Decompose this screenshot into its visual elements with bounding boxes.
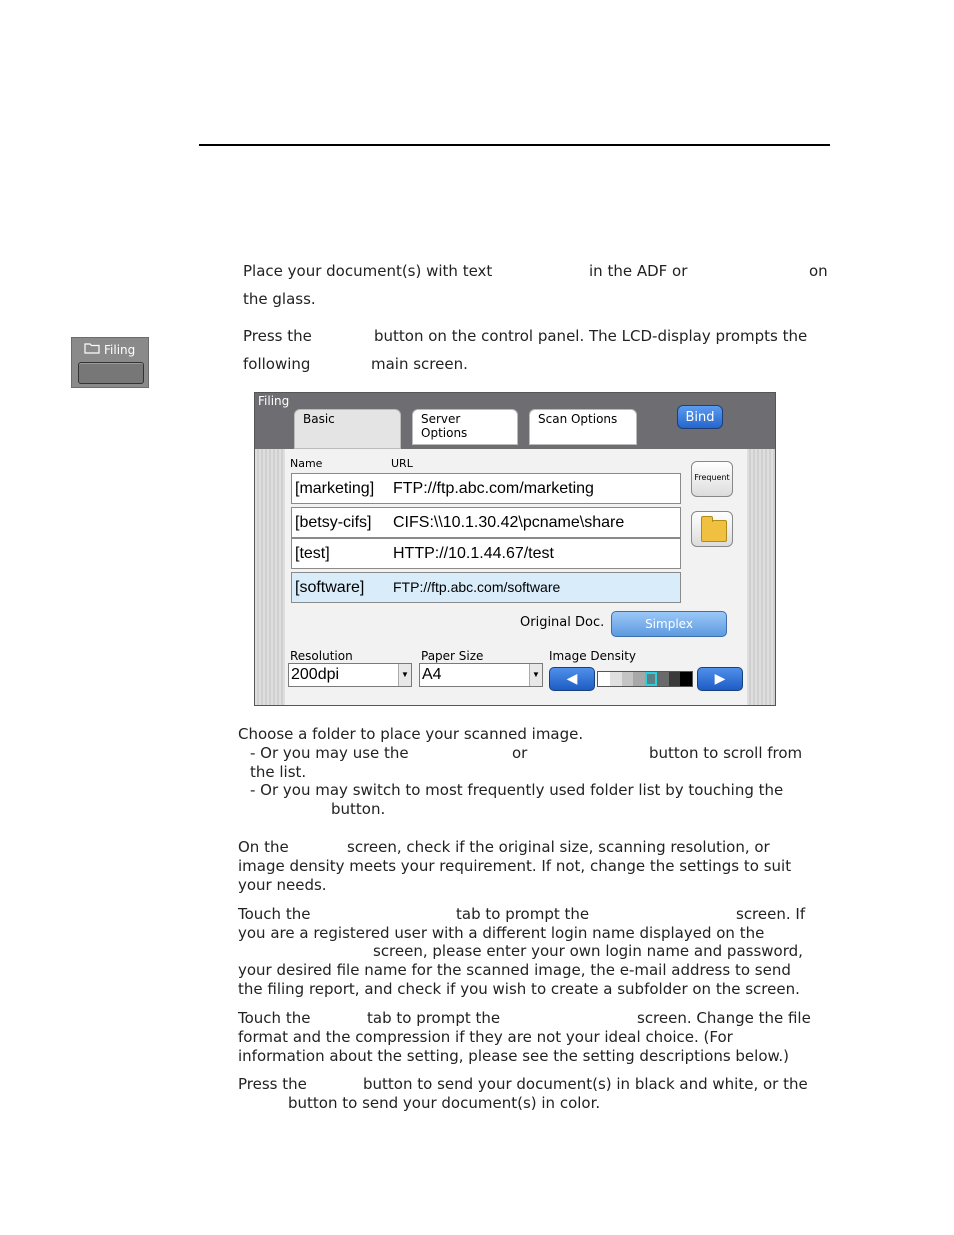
density-swatch[interactable] xyxy=(669,672,681,686)
step-touch1-line2: you are a registered user with a different login name displayed on the xyxy=(238,924,765,942)
folder-button[interactable] xyxy=(691,511,733,547)
press-line2-end: main screen. xyxy=(371,355,468,373)
column-url-header: URL xyxy=(391,457,413,470)
step-touch1-line3: screen, please enter your own login name and password, xyxy=(373,942,803,960)
step-touch1-mid: tab to prompt the xyxy=(456,905,590,923)
step-press-line2: button to send your document(s) in color. xyxy=(288,1094,601,1112)
step-or-end: button to scroll from xyxy=(649,744,803,762)
tab-server-options[interactable]: Server Options xyxy=(412,409,518,445)
density-swatch[interactable] xyxy=(598,672,610,686)
step-on-rest: screen, check if the original size, scanning resolution, or xyxy=(347,838,770,856)
press-line2-start: following xyxy=(243,355,311,373)
step-touch1-start: Touch the xyxy=(238,905,311,923)
density-increase-button[interactable] xyxy=(697,667,743,691)
arrow-right-icon: ▶ xyxy=(714,671,726,687)
step-touch1-end: screen. If xyxy=(736,905,806,923)
folder-icon xyxy=(701,520,727,542)
folder-url: HTTP://10.1.44.67/test xyxy=(393,545,554,562)
intro-line1-end: on xyxy=(809,262,828,280)
intro-line1-mid: in the ADF or xyxy=(589,262,688,280)
step-touch2-start: Touch the xyxy=(238,1009,311,1027)
folder-icon xyxy=(84,342,100,357)
step-on-line3: your needs. xyxy=(238,876,327,894)
step-or-line2: the list. xyxy=(250,763,307,781)
density-swatch[interactable] xyxy=(610,672,622,686)
press-line-rest: button on the control panel. The LCD-display prompts the xyxy=(374,327,808,345)
filing-key-label: Filing xyxy=(104,342,136,357)
density-swatch[interactable] xyxy=(645,672,657,686)
density-swatch[interactable] xyxy=(622,672,634,686)
filing-key-button xyxy=(78,362,144,384)
original-doc-label: Original Doc. xyxy=(520,615,605,630)
folder-name: [test] xyxy=(295,545,330,562)
resolution-select[interactable] xyxy=(288,663,412,687)
step-switch: - Or you may switch to most frequently used folder list by touching the xyxy=(250,781,784,799)
folder-url: FTP://ftp.abc.com/marketing xyxy=(393,480,594,497)
density-scale xyxy=(597,671,693,687)
folder-row[interactable] xyxy=(291,538,681,569)
step-press-rest: button to send your document(s) in black and white, or the xyxy=(363,1075,808,1093)
tab-basic[interactable]: Basic xyxy=(294,409,401,449)
density-swatch[interactable] xyxy=(680,672,692,686)
folder-url: CIFS:\\10.1.30.42\pcname\share xyxy=(393,514,625,531)
column-name-header: Name xyxy=(290,457,323,470)
paper-size-label: Paper Size xyxy=(421,649,484,663)
folder-name: [marketing] xyxy=(295,480,375,497)
paper-size-value: A4 xyxy=(422,666,442,683)
lcd-filing-screen xyxy=(254,392,776,706)
chevron-down-icon: ▼ xyxy=(398,664,411,686)
simplex-button[interactable]: Simplex xyxy=(611,611,727,637)
step-on-line2: image density meets your requirement. If not, change the settings to suit xyxy=(238,857,792,875)
intro-line1-start: Place your document(s) with text xyxy=(243,262,493,280)
step-touch1-line5: the filing report, and check if you wish to create a subfolder on the screen. xyxy=(238,980,800,998)
arrow-left-icon: ◀ xyxy=(566,671,578,687)
step-press-start: Press the xyxy=(238,1075,307,1093)
folder-name: [betsy-cifs] xyxy=(295,514,372,531)
filing-key-image xyxy=(71,337,149,388)
paper-size-select[interactable] xyxy=(419,663,543,687)
lcd-title: Filing xyxy=(258,394,290,408)
folder-row[interactable] xyxy=(291,473,681,504)
step-touch2-line2: format and the compression if they are not your ideal choice. (For xyxy=(238,1028,733,1046)
step-touch1-line4: your desired file name for the scanned image, the e-mail address to send xyxy=(238,961,791,979)
step-switch-end: button. xyxy=(331,800,386,818)
step-on-start: On the xyxy=(238,838,289,856)
folder-row-selected[interactable] xyxy=(291,572,681,603)
step-touch2-mid: tab to prompt the xyxy=(367,1009,501,1027)
press-line-start: Press the xyxy=(243,327,312,345)
bind-button[interactable]: Bind xyxy=(677,405,723,429)
step-touch2-line3: information about the setting, please see the setting descriptions below.) xyxy=(238,1047,790,1065)
frequent-button[interactable]: Frequent xyxy=(691,461,733,497)
chevron-down-icon: ▼ xyxy=(529,664,542,686)
intro-line2: the glass. xyxy=(243,290,316,308)
density-swatch[interactable] xyxy=(657,672,669,686)
step-or-start: - Or you may use the xyxy=(250,744,409,762)
density-decrease-button[interactable] xyxy=(549,667,595,691)
lcd-panel xyxy=(255,449,775,705)
folder-row[interactable] xyxy=(291,507,681,538)
density-swatch[interactable] xyxy=(633,672,645,686)
image-density-label: Image Density xyxy=(549,649,637,663)
folder-name: [software] xyxy=(295,579,365,596)
tab-scan-options[interactable]: Scan Options xyxy=(529,409,637,445)
step-or-mid: or xyxy=(512,744,528,762)
step-choose: Choose a folder to place your scanned image. xyxy=(238,725,584,743)
header-rule xyxy=(199,144,830,146)
folder-url: FTP://ftp.abc.com/software xyxy=(393,579,561,595)
step-touch2-end: screen. Change the file xyxy=(637,1009,811,1027)
resolution-value: 200dpi xyxy=(291,666,340,683)
resolution-label: Resolution xyxy=(290,649,353,663)
